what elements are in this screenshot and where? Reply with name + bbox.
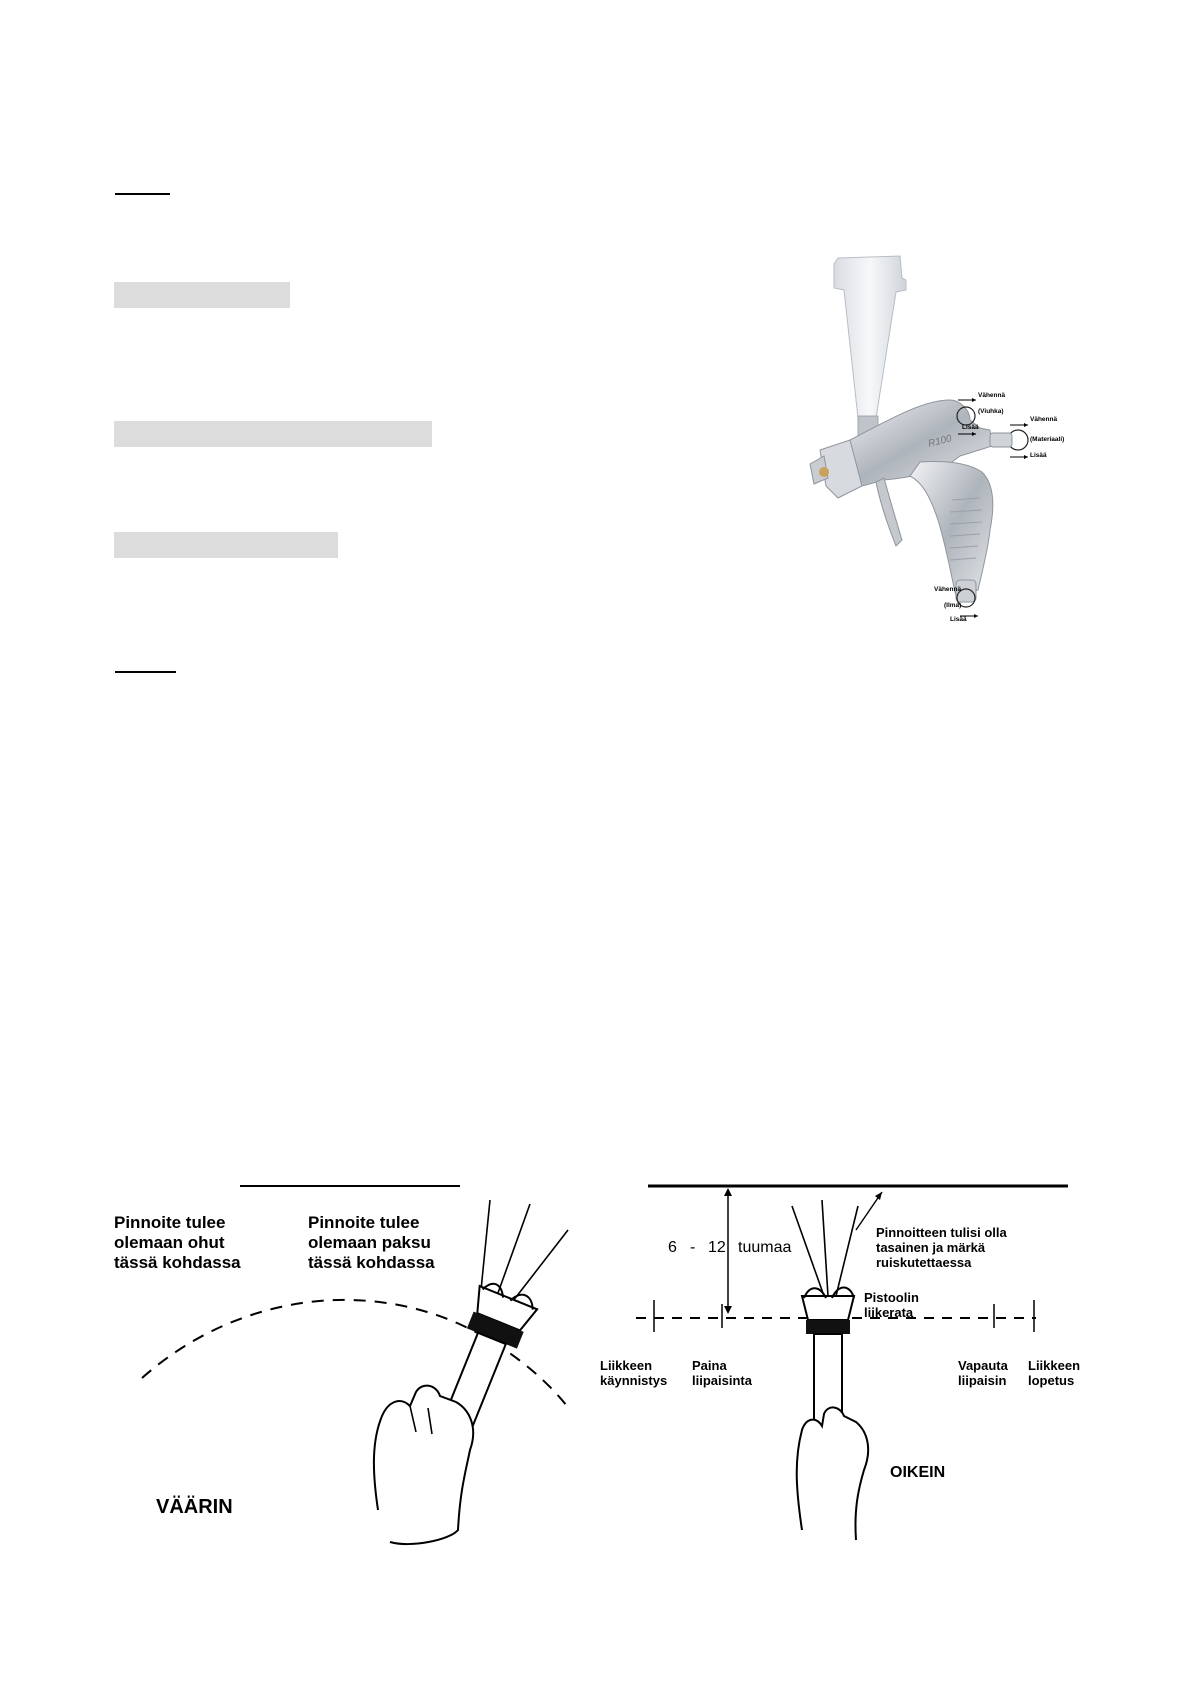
air-name-label: (Ilma) [944, 602, 962, 609]
distance-unit: tuumaa [738, 1239, 792, 1256]
distance-dash: - [690, 1239, 696, 1256]
gun-body-mark: R100 [927, 433, 953, 450]
air-increase-label: Lisää [950, 616, 967, 623]
right-path-drawing [596, 1170, 1096, 1550]
material-decrease-label: Vähennä [1030, 416, 1058, 423]
press-trigger-label: Paina liipaisinta [692, 1358, 752, 1388]
spray-gun-figure [810, 250, 1100, 630]
gun-path-note: Pistoolin liikerata [864, 1290, 919, 1320]
material-name-label: (Materiaali) [1030, 436, 1065, 443]
right-verdict: OIKEIN [890, 1464, 946, 1481]
even-coating-note: Pinnoitteen tulisi olla tasainen ja märkä ruiskutettaessa [876, 1225, 1007, 1270]
wrong-verdict: VÄÄRIN [156, 1496, 233, 1518]
air-decrease-label: Vähennä [934, 586, 962, 593]
material-increase-label: Lisää [1030, 452, 1047, 459]
placeholder-bar-2 [114, 421, 432, 447]
placeholder-bar-3 [114, 532, 338, 558]
heading-underline-2 [115, 671, 176, 673]
fan-name-label: (Viuhka) [978, 408, 1004, 415]
wrong-technique-diagram [110, 1170, 580, 1550]
start-motion-label: Liikkeen käynnistys [600, 1358, 668, 1388]
heading-underline-1 [115, 193, 170, 195]
placeholder-bar-1 [114, 282, 290, 308]
release-trigger-label: Vapauta liipaisin [958, 1358, 1008, 1388]
fan-decrease-label: Vähennä [978, 392, 1006, 399]
distance-from: 6 [668, 1239, 677, 1256]
right-technique-diagram [596, 1170, 1096, 1550]
thick-coating-note: Pinnoite tulee olemaan paksu tässä kohdassa [308, 1213, 435, 1272]
fan-increase-label: Lisää [962, 424, 979, 431]
end-motion-label: Liikkeen lopetus [1028, 1358, 1081, 1388]
distance-to: 12 [708, 1239, 726, 1256]
thin-coating-note: Pinnoite tulee olemaan ohut tässä kohdassa [114, 1213, 241, 1272]
